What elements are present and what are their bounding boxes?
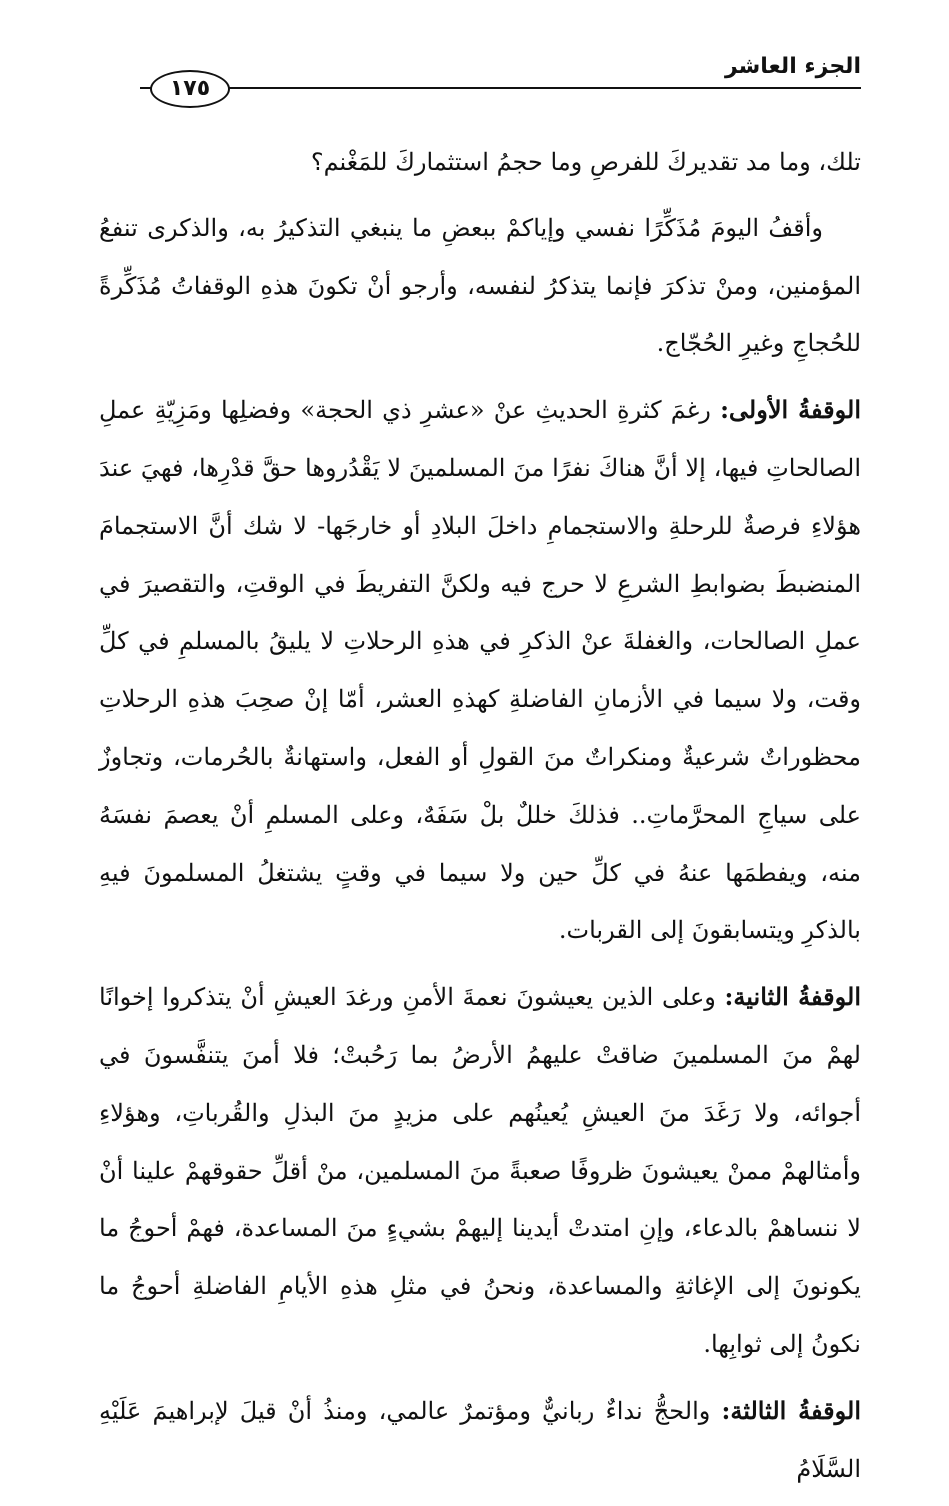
paragraph-text: تلك، وما مد تقديركَ للفرصِ وما حجمُ استثماركَ للمَغْنم؟	[310, 148, 861, 176]
page-number: ١٧٥	[150, 70, 230, 108]
body-text	[99, 134, 861, 1506]
paragraph-lead: الوقفةُ الأولى:	[720, 395, 861, 425]
paragraph-lead: الوقفةُ الثالثة:	[721, 1395, 862, 1425]
paragraph-text: وعلى الذين يعيشونَ نعمةَ الأمنِ ورغدَ العيشِ أنْ يتذكروا إخوانًا لهمْ منَ المسلمينَ ضاقتْ عليهمُ الأرضُ بما رَحُبتْ؛ فلا أمنَ يتنفَّسونَ في أجوائه، ولا رَغَدَ منَ العيشِ يُعينُهم على مزيدٍ منَ البذلِ والقُرباتِ، وهؤلاءِ وأمثالهمْ ممنْ يعيشونَ ظروفًا صعبةً منَ المسلمين، منْ أقلِّ حقوقهمْ علينا أنْ لا ننساهمْ بالدعاء، وإنِ امتدتْ أيدينا إليهمْ بشيءٍ منَ المساعدة، فهمْ أحوجُ ما يكونونَ إلى الإغاثةِ والمساعدة، ونحنُ في مثلِ هذهِ الأيامِ الفاضلةِ أحوجُ ما نكونُ إلى ثوابِها.	[99, 983, 861, 1358]
paragraph-first-pause	[99, 381, 861, 960]
header-rule	[140, 87, 861, 89]
paragraph-lead: الوقفةُ الثانية:	[724, 982, 861, 1012]
paragraph-third-pause	[99, 1382, 861, 1499]
paragraph-second-pause	[99, 968, 861, 1374]
paragraph-text: والحجُّ نداءٌ ربانيٌّ ومؤتمرٌ عالمي، ومنذُ أنْ قيلَ لإبراهيمَ عَلَيْهِ السَّلَامُ	[99, 1396, 861, 1483]
paragraph-intro	[99, 200, 861, 373]
paragraph-text: رغمَ كثرةِ الحديثِ عنْ «عشرِ ذي الحجة» وفضلِها ومَزِيّةِ عملِ الصالحاتِ فيها، إلا أنَّ هناكَ نفرًا منَ المسلمينَ لا يَقْدُروها حقَّ قدْرِها، فهيَ عندَ هؤلاءِ فرصةٌ للرحلةِ والاستجمامِ داخلَ البلادِ أو خارجَها- لا شك أنَّ الاستجمامَ المنضبطَ بضوابطِ الشرعِ لا حرج فيه ولكنَّ التفريطَ في الوقتِ، والتقصيرَ في عملِ الصالحات، والغفلةَ عنْ الذكرِ في هذهِ الرحلاتِ لا يليقُ بالمسلمِ في كلِّ وقت، ولا سيما في الأزمانِ الفاضلةِ كهذهِ العشر، أمّا إنْ صحِبَ هذهِ الرحلاتِ محظوراتٌ شرعيةٌ ومنكراتٌ منَ القولِ أو الفعل، واستهانةٌ بالحُرمات، وتجاوزٌ على سياجِ المحرَّماتِ.. فذلكَ خللٌ بلْ سَفَهٌ، وعلى المسلمِ أنْ يعصمَ نفسَهُ منه، ويفطمَها عنهُ في كلِّ حين ولا سيما في وقتٍ يشتغلُ المسلمونَ فيهِ بالذكرِ ويتسابقونَ إلى القربات.	[99, 396, 861, 945]
page-header	[140, 52, 861, 101]
paragraph-text: وأقفُ اليومَ مُذَكِّرًا نفسي وإياكمْ ببعضِ ما ينبغي التذكيرُ به، والذكرى تنفعُ المؤمنين، ومنْ تذكرَ فإنما يتذكرُ لنفسه، وأرجو أنْ تكونَ هذهِ الوقفاتُ مُذَكِّرةً للحُجاجِ وغيرِ الحُجّاج.	[99, 213, 861, 358]
running-title: الجزء العاشر	[724, 54, 861, 79]
paragraph-opening	[99, 134, 861, 192]
